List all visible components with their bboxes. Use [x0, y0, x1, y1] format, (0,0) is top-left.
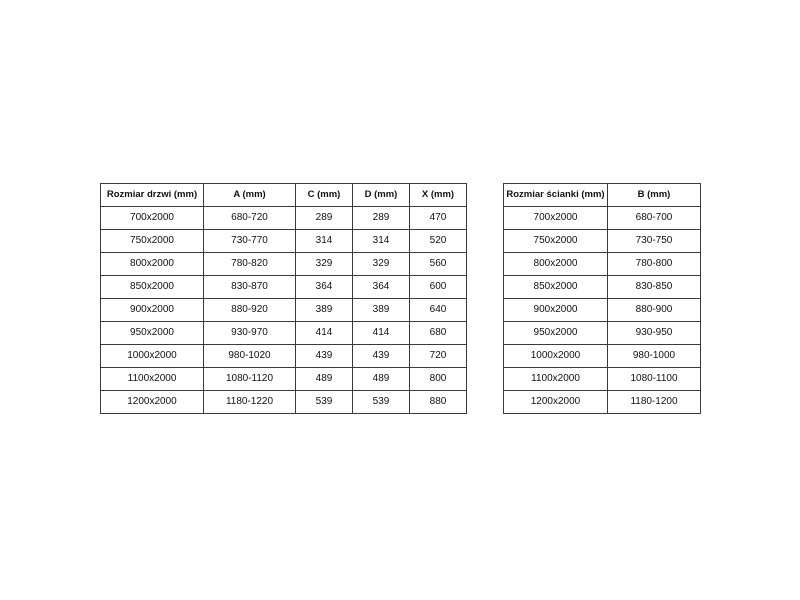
cell-panel-size: 800x2000 — [504, 253, 608, 276]
cell-d: 329 — [353, 253, 410, 276]
table-header-row — [504, 184, 701, 207]
cell-a: 880-920 — [204, 299, 296, 322]
header-d: D (mm) — [353, 184, 410, 207]
cell-b: 680-700 — [608, 207, 701, 230]
table-row — [504, 299, 701, 322]
cell-panel-size: 1200x2000 — [504, 391, 608, 414]
cell-b: 980-1000 — [608, 345, 701, 368]
cell-d: 539 — [353, 391, 410, 414]
cell-door-size: 750x2000 — [101, 230, 204, 253]
cell-c: 539 — [296, 391, 353, 414]
table-row — [101, 391, 467, 414]
cell-a: 830-870 — [204, 276, 296, 299]
panel-sizes-table-header — [504, 184, 701, 207]
cell-c: 439 — [296, 345, 353, 368]
cell-panel-size: 1100x2000 — [504, 368, 608, 391]
cell-door-size: 900x2000 — [101, 299, 204, 322]
cell-a: 1080-1120 — [204, 368, 296, 391]
cell-a: 930-970 — [204, 322, 296, 345]
cell-panel-size: 950x2000 — [504, 322, 608, 345]
header-b: B (mm) — [608, 184, 701, 207]
cell-door-size: 950x2000 — [101, 322, 204, 345]
header-a: A (mm) — [204, 184, 296, 207]
table-row — [504, 391, 701, 414]
cell-door-size: 850x2000 — [101, 276, 204, 299]
cell-x: 600 — [410, 276, 467, 299]
cell-door-size: 1100x2000 — [101, 368, 204, 391]
table-row — [101, 276, 467, 299]
panel-sizes-table — [503, 183, 701, 414]
cell-d: 314 — [353, 230, 410, 253]
header-c: C (mm) — [296, 184, 353, 207]
table-row — [504, 345, 701, 368]
cell-panel-size: 1000x2000 — [504, 345, 608, 368]
cell-a: 680-720 — [204, 207, 296, 230]
table-row — [101, 253, 467, 276]
cell-b: 730-750 — [608, 230, 701, 253]
cell-d: 364 — [353, 276, 410, 299]
cell-d: 414 — [353, 322, 410, 345]
table-row — [504, 322, 701, 345]
cell-c: 314 — [296, 230, 353, 253]
cell-b: 880-900 — [608, 299, 701, 322]
cell-door-size: 800x2000 — [101, 253, 204, 276]
cell-x: 880 — [410, 391, 467, 414]
cell-b: 1180-1200 — [608, 391, 701, 414]
header-x: X (mm) — [410, 184, 467, 207]
cell-a: 980-1020 — [204, 345, 296, 368]
cell-c: 329 — [296, 253, 353, 276]
table-row — [101, 299, 467, 322]
header-panel-size: Rozmiar ścianki (mm) — [504, 184, 608, 207]
cell-panel-size: 850x2000 — [504, 276, 608, 299]
cell-d: 489 — [353, 368, 410, 391]
table-row — [504, 368, 701, 391]
cell-x: 800 — [410, 368, 467, 391]
cell-c: 489 — [296, 368, 353, 391]
cell-b: 780-800 — [608, 253, 701, 276]
cell-b: 930-950 — [608, 322, 701, 345]
table-row — [101, 345, 467, 368]
cell-x: 640 — [410, 299, 467, 322]
cell-door-size: 1200x2000 — [101, 391, 204, 414]
header-door-size: Rozmiar drzwi (mm) — [101, 184, 204, 207]
table-header-row — [101, 184, 467, 207]
cell-c: 364 — [296, 276, 353, 299]
table-row — [101, 230, 467, 253]
cell-c: 289 — [296, 207, 353, 230]
door-sizes-table-body — [101, 207, 467, 414]
cell-b: 830-850 — [608, 276, 701, 299]
table-row — [504, 230, 701, 253]
door-sizes-table-header — [101, 184, 467, 207]
cell-c: 389 — [296, 299, 353, 322]
cell-panel-size: 750x2000 — [504, 230, 608, 253]
table-row — [504, 207, 701, 230]
table-row — [504, 253, 701, 276]
cell-panel-size: 700x2000 — [504, 207, 608, 230]
cell-x: 560 — [410, 253, 467, 276]
table-row — [101, 207, 467, 230]
cell-a: 730-770 — [204, 230, 296, 253]
cell-x: 720 — [410, 345, 467, 368]
cell-door-size: 1000x2000 — [101, 345, 204, 368]
cell-x: 470 — [410, 207, 467, 230]
cell-door-size: 700x2000 — [101, 207, 204, 230]
panel-sizes-table-body — [504, 207, 701, 414]
cell-c: 414 — [296, 322, 353, 345]
cell-a: 1180-1220 — [204, 391, 296, 414]
cell-d: 289 — [353, 207, 410, 230]
table-row — [101, 368, 467, 391]
cell-d: 439 — [353, 345, 410, 368]
table-row — [101, 322, 467, 345]
cell-panel-size: 900x2000 — [504, 299, 608, 322]
cell-b: 1080-1100 — [608, 368, 701, 391]
cell-x: 520 — [410, 230, 467, 253]
cell-d: 389 — [353, 299, 410, 322]
cell-a: 780-820 — [204, 253, 296, 276]
cell-x: 680 — [410, 322, 467, 345]
door-sizes-table — [100, 183, 467, 414]
table-row — [504, 276, 701, 299]
